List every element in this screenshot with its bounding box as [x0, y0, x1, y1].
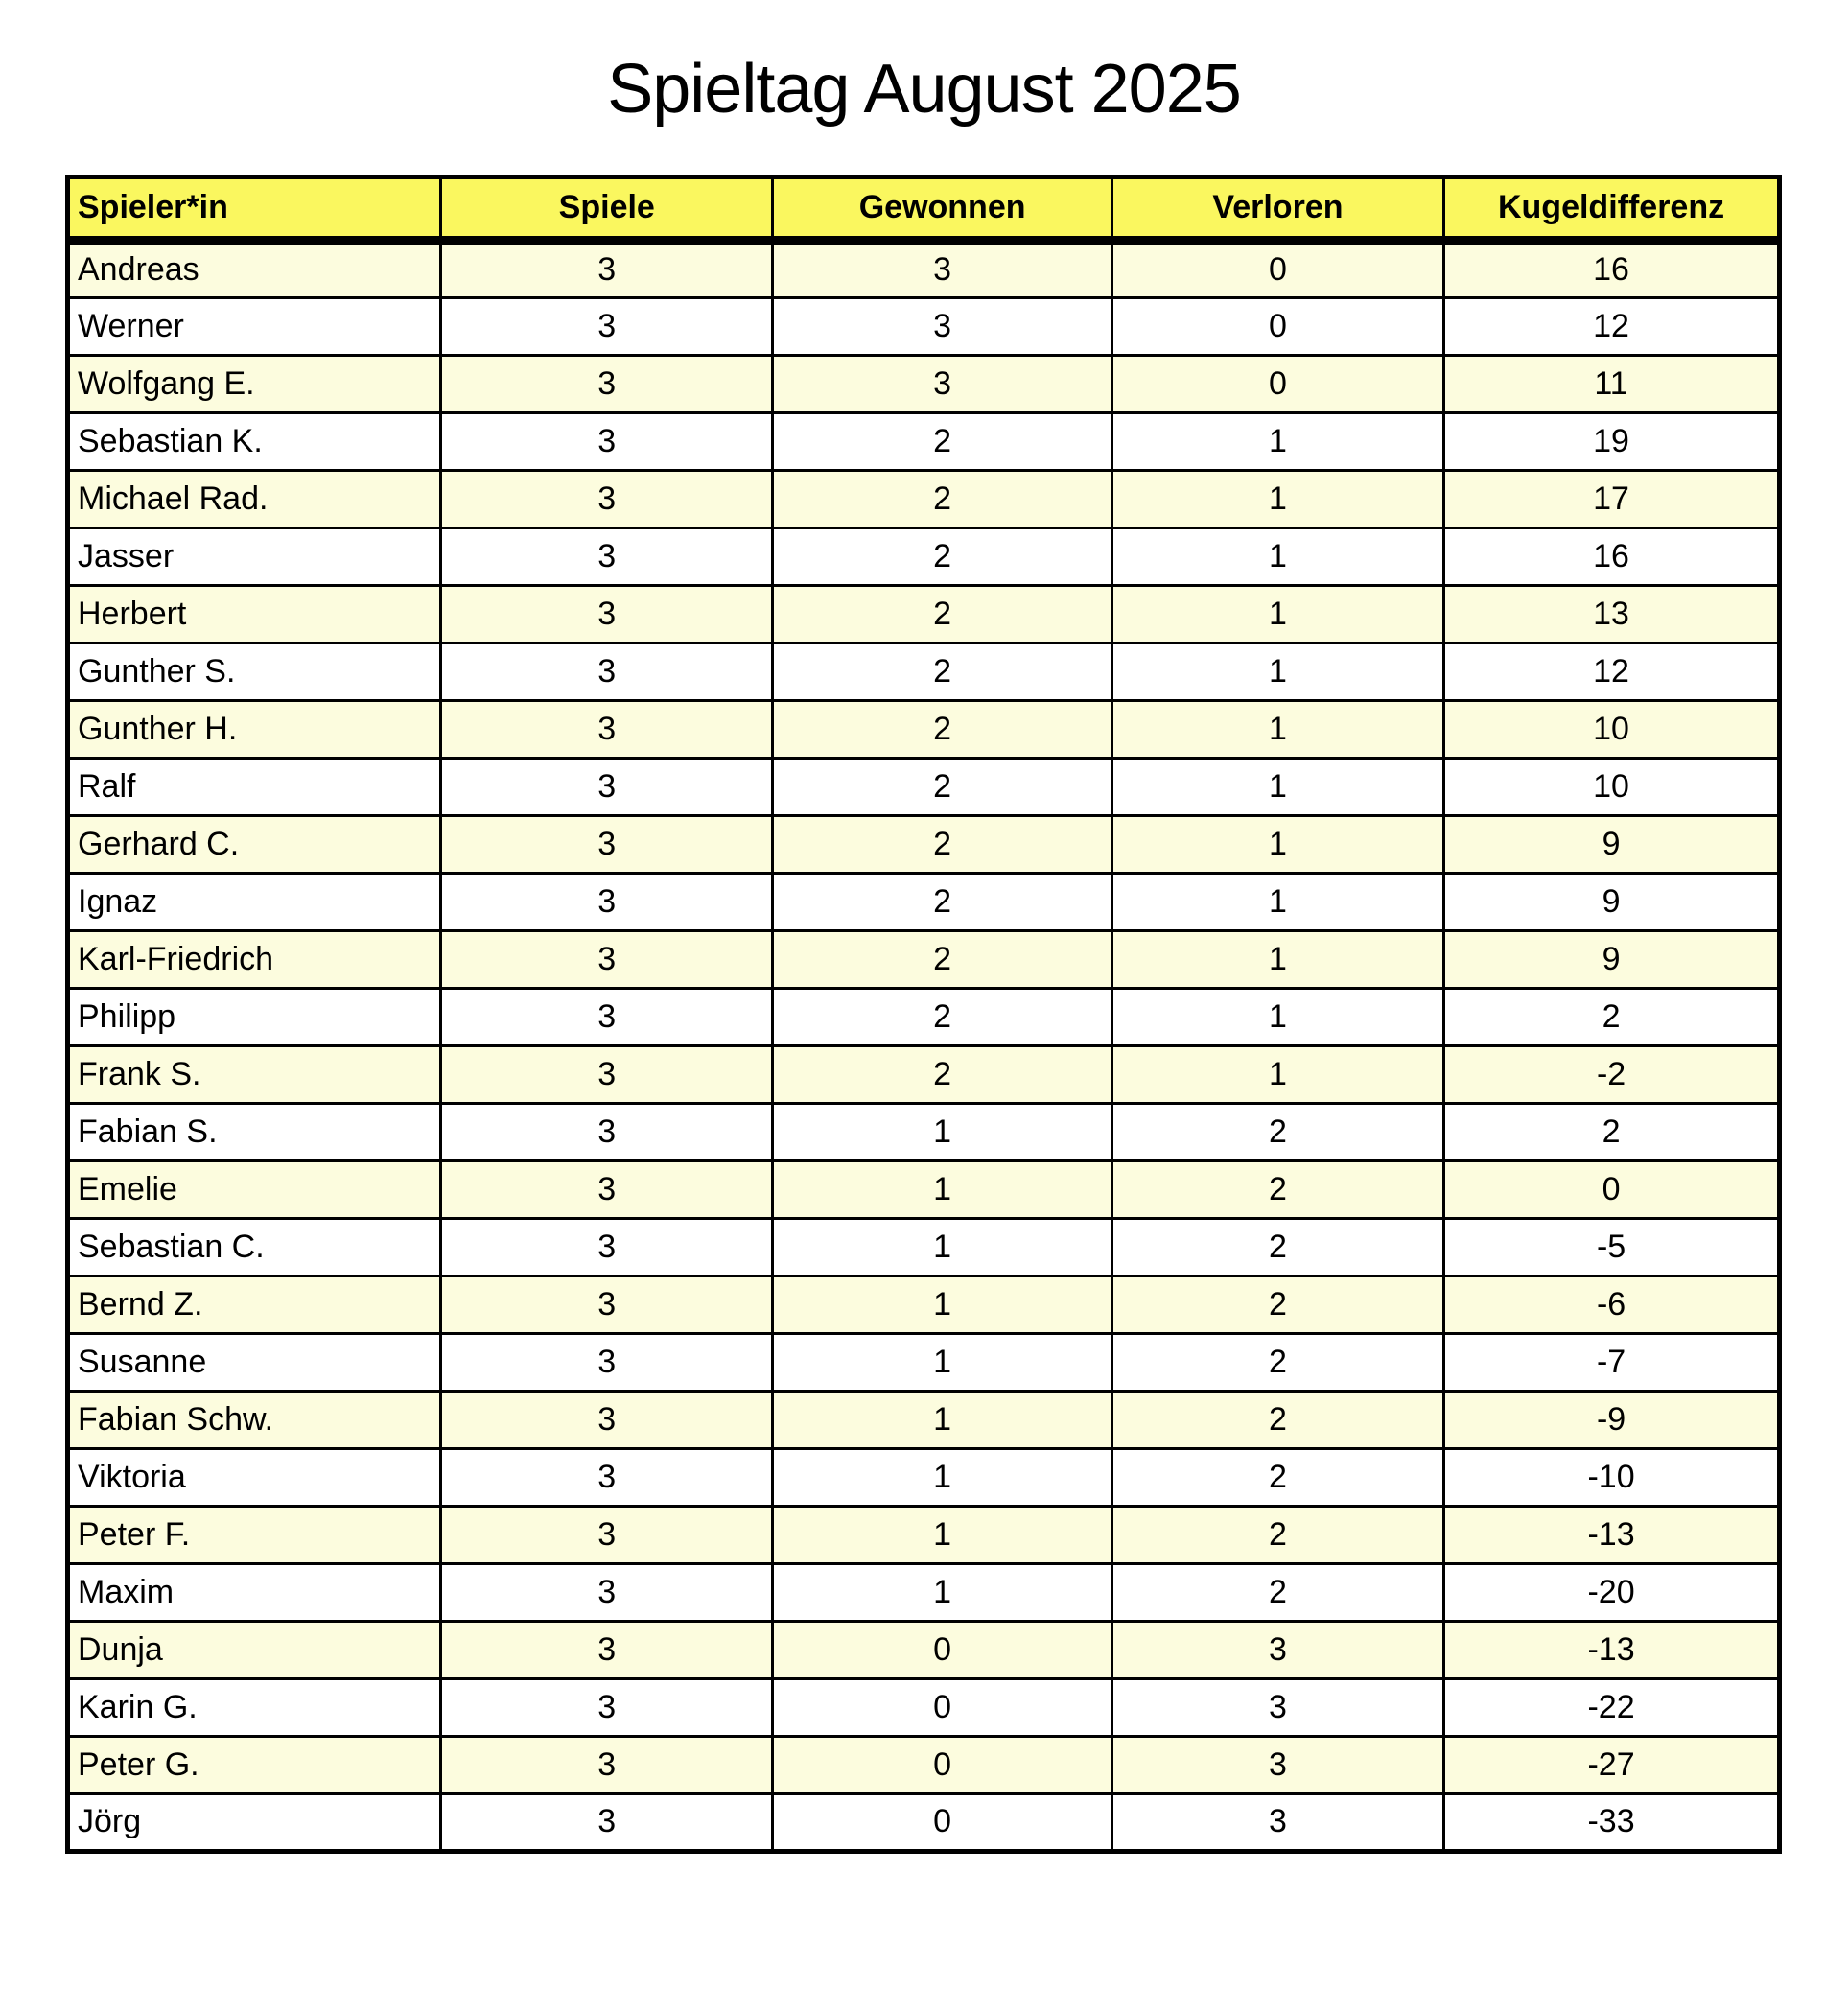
- table-row: [68, 644, 1780, 701]
- player-name-cell: Herbert: [68, 586, 441, 644]
- value-cell: 2: [773, 931, 1111, 989]
- table-row: [68, 298, 1780, 356]
- table-row: [68, 356, 1780, 413]
- player-name-cell: Peter F.: [68, 1507, 441, 1564]
- value-cell: 0: [773, 1794, 1111, 1852]
- value-cell: 2: [1111, 1219, 1443, 1276]
- table-header: [68, 177, 1780, 241]
- value-cell: 1: [1111, 586, 1443, 644]
- value-cell: 1: [773, 1564, 1111, 1622]
- value-cell: 3: [441, 471, 773, 528]
- value-cell: 3: [441, 586, 773, 644]
- table-row: [68, 1219, 1780, 1276]
- value-cell: 3: [441, 644, 773, 701]
- value-cell: -7: [1444, 1334, 1780, 1392]
- value-cell: 3: [773, 241, 1111, 298]
- player-name-cell: Gerhard C.: [68, 816, 441, 874]
- value-cell: 1: [1111, 989, 1443, 1046]
- player-name-cell: Maxim: [68, 1564, 441, 1622]
- value-cell: 1: [773, 1276, 1111, 1334]
- value-cell: 0: [773, 1679, 1111, 1737]
- value-cell: 3: [441, 1219, 773, 1276]
- value-cell: 1: [773, 1507, 1111, 1564]
- value-cell: 1: [1111, 931, 1443, 989]
- value-cell: 2: [773, 989, 1111, 1046]
- column-header-spiele: Spiele: [441, 177, 773, 241]
- value-cell: 3: [441, 528, 773, 586]
- table-row: [68, 759, 1780, 816]
- value-cell: 1: [1111, 759, 1443, 816]
- value-cell: 2: [1444, 1104, 1780, 1161]
- value-cell: -20: [1444, 1564, 1780, 1622]
- value-cell: 16: [1444, 528, 1780, 586]
- value-cell: 3: [441, 241, 773, 298]
- value-cell: 3: [441, 1794, 773, 1852]
- table-row: [68, 1507, 1780, 1564]
- player-name-cell: Jörg: [68, 1794, 441, 1852]
- table-row: [68, 528, 1780, 586]
- table-row: [68, 874, 1780, 931]
- value-cell: 3: [441, 1161, 773, 1219]
- header-row: [68, 177, 1780, 241]
- value-cell: 3: [441, 931, 773, 989]
- table-row: [68, 1046, 1780, 1104]
- value-cell: 2: [773, 586, 1111, 644]
- value-cell: 1: [1111, 816, 1443, 874]
- table-row: [68, 701, 1780, 759]
- table-row: [68, 816, 1780, 874]
- player-name-cell: Philipp: [68, 989, 441, 1046]
- table-row: [68, 586, 1780, 644]
- value-cell: 1: [773, 1161, 1111, 1219]
- column-header-kugeldifferenz: Kugeldifferenz: [1444, 177, 1780, 241]
- value-cell: 3: [441, 1449, 773, 1507]
- value-cell: 2: [1111, 1507, 1443, 1564]
- value-cell: 3: [441, 701, 773, 759]
- table-row: [68, 1679, 1780, 1737]
- value-cell: 3: [773, 356, 1111, 413]
- value-cell: 3: [441, 1564, 773, 1622]
- value-cell: 0: [1111, 241, 1443, 298]
- value-cell: 2: [773, 644, 1111, 701]
- value-cell: 3: [441, 1334, 773, 1392]
- player-name-cell: Ignaz: [68, 874, 441, 931]
- value-cell: 1: [773, 1104, 1111, 1161]
- value-cell: 2: [773, 759, 1111, 816]
- value-cell: 2: [1111, 1564, 1443, 1622]
- value-cell: 1: [1111, 471, 1443, 528]
- player-name-cell: Gunther S.: [68, 644, 441, 701]
- value-cell: -13: [1444, 1622, 1780, 1679]
- player-name-cell: Viktoria: [68, 1449, 441, 1507]
- table-row: [68, 1392, 1780, 1449]
- table-row: [68, 471, 1780, 528]
- value-cell: 3: [441, 356, 773, 413]
- value-cell: 3: [441, 1104, 773, 1161]
- value-cell: 1: [1111, 528, 1443, 586]
- value-cell: 2: [1111, 1392, 1443, 1449]
- table-row: [68, 931, 1780, 989]
- value-cell: 12: [1444, 298, 1780, 356]
- value-cell: 2: [773, 874, 1111, 931]
- player-name-cell: Bernd Z.: [68, 1276, 441, 1334]
- value-cell: 0: [773, 1622, 1111, 1679]
- value-cell: 3: [441, 298, 773, 356]
- player-name-cell: Peter G.: [68, 1737, 441, 1794]
- player-name-cell: Susanne: [68, 1334, 441, 1392]
- table-row: [68, 1334, 1780, 1392]
- value-cell: -6: [1444, 1276, 1780, 1334]
- value-cell: 2: [773, 1046, 1111, 1104]
- player-name-cell: Werner: [68, 298, 441, 356]
- player-name-cell: Karl-Friedrich: [68, 931, 441, 989]
- table-row: [68, 241, 1780, 298]
- value-cell: -27: [1444, 1737, 1780, 1794]
- value-cell: 3: [441, 1679, 773, 1737]
- player-name-cell: Emelie: [68, 1161, 441, 1219]
- value-cell: 13: [1444, 586, 1780, 644]
- value-cell: 1: [1111, 1046, 1443, 1104]
- value-cell: 3: [441, 1392, 773, 1449]
- value-cell: -33: [1444, 1794, 1780, 1852]
- value-cell: 17: [1444, 471, 1780, 528]
- value-cell: 2: [773, 701, 1111, 759]
- player-name-cell: Ralf: [68, 759, 441, 816]
- value-cell: 1: [1111, 413, 1443, 471]
- value-cell: 3: [441, 413, 773, 471]
- value-cell: -9: [1444, 1392, 1780, 1449]
- value-cell: 10: [1444, 759, 1780, 816]
- table-row: [68, 1449, 1780, 1507]
- value-cell: 3: [1111, 1737, 1443, 1794]
- value-cell: 3: [441, 874, 773, 931]
- value-cell: 3: [441, 1507, 773, 1564]
- value-cell: -13: [1444, 1507, 1780, 1564]
- player-name-cell: Sebastian K.: [68, 413, 441, 471]
- value-cell: 3: [441, 816, 773, 874]
- value-cell: 16: [1444, 241, 1780, 298]
- value-cell: 0: [1444, 1161, 1780, 1219]
- value-cell: 0: [1111, 356, 1443, 413]
- value-cell: 2: [773, 471, 1111, 528]
- value-cell: 0: [773, 1737, 1111, 1794]
- value-cell: 2: [1111, 1334, 1443, 1392]
- player-name-cell: Jasser: [68, 528, 441, 586]
- player-name-cell: Michael Rad.: [68, 471, 441, 528]
- table-row: [68, 1737, 1780, 1794]
- value-cell: 3: [441, 1046, 773, 1104]
- player-name-cell: Wolfgang E.: [68, 356, 441, 413]
- value-cell: 0: [1111, 298, 1443, 356]
- player-name-cell: Andreas: [68, 241, 441, 298]
- value-cell: 19: [1444, 413, 1780, 471]
- value-cell: 9: [1444, 816, 1780, 874]
- value-cell: 1: [1111, 701, 1443, 759]
- value-cell: 3: [773, 298, 1111, 356]
- table-body: [68, 241, 1780, 1852]
- table-row: [68, 1794, 1780, 1852]
- table-row: [68, 989, 1780, 1046]
- page-title: Spieltag August 2025: [607, 51, 1241, 128]
- player-name-cell: Sebastian C.: [68, 1219, 441, 1276]
- value-cell: 10: [1444, 701, 1780, 759]
- table-row: [68, 1276, 1780, 1334]
- value-cell: 2: [1444, 989, 1780, 1046]
- value-cell: 3: [441, 759, 773, 816]
- player-name-cell: Dunja: [68, 1622, 441, 1679]
- value-cell: 1: [1111, 644, 1443, 701]
- value-cell: 1: [1111, 874, 1443, 931]
- value-cell: 1: [773, 1334, 1111, 1392]
- table-row: [68, 1104, 1780, 1161]
- value-cell: 1: [773, 1449, 1111, 1507]
- value-cell: 3: [441, 1622, 773, 1679]
- value-cell: 2: [773, 528, 1111, 586]
- player-name-cell: Fabian Schw.: [68, 1392, 441, 1449]
- value-cell: 2: [773, 413, 1111, 471]
- player-name-cell: Gunther H.: [68, 701, 441, 759]
- value-cell: 2: [1111, 1449, 1443, 1507]
- value-cell: 3: [441, 1737, 773, 1794]
- table-row: [68, 413, 1780, 471]
- value-cell: -22: [1444, 1679, 1780, 1737]
- value-cell: -5: [1444, 1219, 1780, 1276]
- value-cell: 3: [1111, 1679, 1443, 1737]
- value-cell: 12: [1444, 644, 1780, 701]
- value-cell: 11: [1444, 356, 1780, 413]
- value-cell: 1: [773, 1392, 1111, 1449]
- column-header-gewonnen: Gewonnen: [773, 177, 1111, 241]
- table-row: [68, 1622, 1780, 1679]
- value-cell: 9: [1444, 931, 1780, 989]
- player-name-cell: Karin G.: [68, 1679, 441, 1737]
- score-table: [65, 175, 1782, 1854]
- value-cell: 3: [1111, 1794, 1443, 1852]
- value-cell: 9: [1444, 874, 1780, 931]
- player-name-cell: Fabian S.: [68, 1104, 441, 1161]
- value-cell: 2: [1111, 1276, 1443, 1334]
- value-cell: 3: [1111, 1622, 1443, 1679]
- value-cell: 2: [1111, 1104, 1443, 1161]
- table-row: [68, 1564, 1780, 1622]
- column-header-verloren: Verloren: [1111, 177, 1443, 241]
- value-cell: 2: [773, 816, 1111, 874]
- player-name-cell: Frank S.: [68, 1046, 441, 1104]
- value-cell: 3: [441, 989, 773, 1046]
- table-row: [68, 1161, 1780, 1219]
- column-header-spieler: Spieler*in: [68, 177, 441, 241]
- value-cell: 2: [1111, 1161, 1443, 1219]
- value-cell: 1: [773, 1219, 1111, 1276]
- value-cell: -10: [1444, 1449, 1780, 1507]
- value-cell: -2: [1444, 1046, 1780, 1104]
- value-cell: 3: [441, 1276, 773, 1334]
